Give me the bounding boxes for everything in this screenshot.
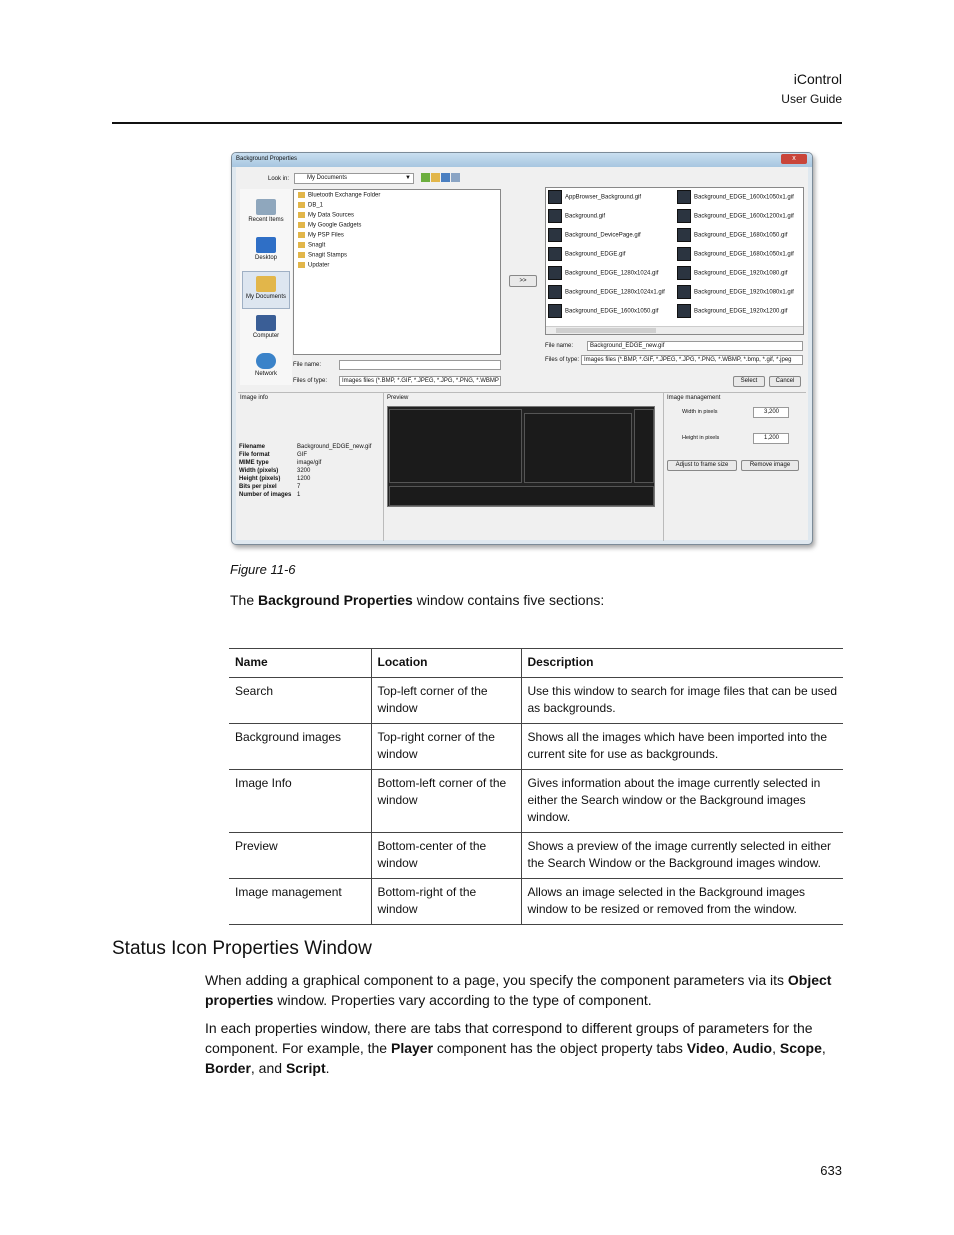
table-cell: Preview [229, 833, 371, 879]
desktop-icon [256, 237, 276, 253]
computer-icon [256, 315, 276, 331]
table-cell: Top-left corner of the window [371, 678, 521, 724]
width-stepper[interactable]: 3,200 [753, 407, 789, 418]
paragraph-text: When adding a graphical component to a page, you specify the component parameters via its [205, 972, 788, 988]
right-file-type-label: Files of type: [545, 357, 580, 363]
image-label: Background_EDGE_1600x1050.gif [565, 308, 659, 315]
info-label: Width (pixels) [239, 468, 279, 474]
horizontal-scrollbar[interactable] [546, 326, 803, 334]
import-image-button[interactable]: >> [509, 275, 537, 287]
places-bar [240, 189, 292, 385]
image-management-title: Image management [667, 395, 721, 401]
figure-caption: Figure 11-6 [230, 562, 296, 577]
paragraph-text: . [325, 1060, 330, 1076]
paragraph-text: , and [250, 1060, 286, 1076]
folder-item[interactable] [298, 212, 354, 222]
dialog-title: Background Properties [236, 156, 298, 162]
details-view-icon[interactable] [451, 173, 460, 182]
sections-table [229, 648, 843, 925]
preview-region [389, 486, 654, 506]
paragraph-bold: Script [285, 1060, 326, 1076]
table-cell: Background images [229, 724, 371, 770]
paragraph-bold: Border [205, 1060, 251, 1076]
info-row [239, 476, 389, 484]
running-header-title: iControl [793, 71, 842, 87]
info-row [239, 468, 389, 476]
info-row [239, 492, 389, 500]
file-name-input[interactable] [339, 360, 501, 370]
info-label: Number of images [239, 492, 292, 498]
image-item[interactable] [548, 190, 641, 208]
image-item[interactable] [548, 247, 625, 265]
table-cell: Shows all the images which have been imported into the current site for use as backgrounds. [521, 724, 843, 770]
intro-text: The [230, 592, 259, 608]
place-desktop[interactable] [242, 233, 290, 271]
place-my-documents[interactable] [242, 271, 290, 309]
image-label: Background_EDGE_1920x1080.gif [694, 270, 788, 277]
table-cell: Shows a preview of the image currently selected in either the Search Window or the Background images window. [521, 833, 843, 879]
image-info-list [236, 444, 382, 508]
select-button[interactable]: Select [733, 376, 765, 387]
table-cell: Top-right corner of the window [371, 724, 521, 770]
gif-file-icon [677, 190, 691, 204]
folder-icon [298, 242, 305, 248]
paragraph-text: component has the object property tabs [433, 1040, 687, 1056]
table-cell: Search [229, 678, 371, 724]
section-divider [663, 393, 664, 541]
image-item[interactable] [677, 247, 794, 265]
up-folder-icon[interactable] [421, 173, 430, 182]
column-header: Name [229, 649, 371, 678]
folder-label: My Data Sources [308, 212, 355, 219]
folder-icon [298, 212, 305, 218]
preview-region [634, 409, 654, 483]
place-label: Recent Items [248, 217, 284, 223]
folder-icon [298, 222, 305, 228]
info-value: GIF [297, 452, 307, 458]
gif-file-icon [548, 228, 562, 242]
image-item[interactable] [677, 266, 787, 284]
gif-file-icon [548, 266, 562, 280]
folder-label: Updater [308, 262, 330, 269]
folder-label: Bluetooth Exchange Folder [308, 192, 381, 199]
image-label: Background_EDGE.gif [565, 251, 626, 258]
place-label: My Documents [245, 294, 286, 300]
folder-label: DB_1 [308, 202, 324, 209]
image-label: Background_EDGE_1680x1050x1.gif [694, 251, 794, 258]
table-cell: Allows an image selected in the Background images window to be resized or removed from the window. [521, 879, 843, 925]
image-label: Background_EDGE_1600x1050x1.gif [694, 194, 794, 201]
place-network[interactable] [242, 349, 290, 387]
image-label: Background_EDGE_1280x1024x1.gif [565, 289, 665, 296]
folder-item[interactable] [298, 192, 380, 202]
right-file-name-input[interactable]: Background_EDGE_new.gif [587, 341, 803, 351]
table-cell: Image Info [229, 770, 371, 833]
paragraph-text: , [821, 1040, 826, 1056]
intro-bold: Background Properties [258, 592, 413, 608]
info-row [239, 444, 389, 452]
table-row [229, 678, 843, 724]
image-label: Background_EDGE_1920x1200.gif [694, 308, 788, 315]
folder-icon [298, 202, 305, 208]
look-in-label: Look in: [268, 176, 290, 182]
place-label: Network [254, 371, 277, 377]
paragraph-bold: Video [686, 1040, 725, 1056]
gif-file-icon [677, 209, 691, 223]
folder-icon [298, 262, 305, 268]
info-row [239, 460, 389, 468]
table-cell: Bottom-center of the window [371, 833, 521, 879]
gif-file-icon [548, 285, 562, 299]
table-row [229, 770, 843, 833]
gif-file-icon [548, 209, 562, 223]
place-computer[interactable] [242, 311, 290, 349]
info-label: Height (pixels) [239, 476, 281, 482]
paragraph-bold: Object properties [205, 972, 832, 1008]
paragraph-text: window. Properties vary according to the type of component. [273, 992, 652, 1008]
folder-item[interactable] [298, 232, 344, 242]
image-item[interactable] [548, 304, 658, 322]
gif-file-icon [677, 266, 691, 280]
gif-file-icon [677, 285, 691, 299]
image-item[interactable] [677, 304, 787, 322]
place-label: Computer [252, 333, 280, 339]
look-in-value: My Documents [307, 175, 348, 181]
my-documents-icon [256, 276, 276, 292]
body-paragraph [205, 970, 845, 1010]
image-item[interactable] [548, 209, 605, 227]
info-value: 3200 [297, 468, 311, 474]
info-value: Background_EDGE_new.gif [297, 444, 372, 450]
scrollbar-thumb[interactable] [556, 328, 656, 333]
chevron-down-icon: ▼ [405, 175, 411, 181]
intro-text: window contains five sections: [412, 592, 605, 608]
info-label: Filename [239, 444, 266, 450]
place-recent-items[interactable] [242, 195, 290, 233]
image-info-title: Image info [240, 395, 269, 401]
cancel-button[interactable]: Cancel [769, 376, 801, 387]
image-label: Background.gif [565, 213, 606, 220]
right-file-name-label: File name: [545, 343, 574, 349]
table-row [229, 833, 843, 879]
folder-item[interactable] [298, 242, 325, 252]
folder-icon [298, 252, 305, 258]
table-row [229, 724, 843, 770]
file-toolbar [421, 173, 461, 184]
new-folder-icon[interactable] [431, 173, 440, 182]
image-label: Background_EDGE_1600x1200x1.gif [694, 213, 794, 220]
paragraph-text: In each properties window, there are tabs that correspond to different groups of parameters for the component. For example, the [205, 1020, 813, 1056]
info-label: File format [239, 452, 270, 458]
section-divider [238, 392, 806, 393]
width-label: Width in pixels [682, 409, 718, 415]
folder-label: SnagIt [308, 242, 326, 249]
paragraph-text: , [772, 1040, 780, 1056]
preview-region [524, 413, 632, 483]
list-view-icon[interactable] [441, 173, 450, 182]
preview-pane [387, 406, 655, 507]
adjust-to-frame-button[interactable]: Adjust to frame size [667, 460, 737, 471]
image-label: AppBrowser_Background.gif [565, 194, 642, 201]
paragraph-bold: Audio [732, 1040, 773, 1056]
folder-list [293, 189, 501, 355]
paragraph-bold: Scope [779, 1040, 822, 1056]
folder-label: My Google Gadgets [308, 222, 362, 229]
info-value: image/gif [297, 460, 322, 466]
dialog-body [236, 167, 808, 540]
body-paragraph [205, 1018, 845, 1078]
info-value: 1 [297, 492, 301, 498]
info-label: Bits per pixel [239, 484, 277, 490]
page-number: 633 [820, 1163, 842, 1178]
folder-item[interactable] [298, 252, 347, 262]
table-cell: Gives information about the image currently selected in either the Search window or the Background images window. [521, 770, 843, 833]
dialog-titlebar [232, 153, 812, 167]
column-header: Location [371, 649, 521, 678]
file-type-label: Files of type: [293, 378, 328, 384]
gif-file-icon [677, 304, 691, 318]
column-header: Description [521, 649, 843, 678]
image-item[interactable] [548, 266, 658, 284]
file-name-label: File name: [293, 362, 322, 368]
image-label: Background_EDGE_1920x1080x1.gif [694, 289, 794, 296]
recent-items-icon [256, 199, 276, 215]
network-icon [256, 353, 276, 369]
info-value: 7 [297, 484, 301, 490]
paragraph-bold: Player [391, 1040, 434, 1056]
image-item[interactable] [548, 228, 641, 246]
gif-file-icon [677, 247, 691, 261]
image-item[interactable] [677, 190, 794, 208]
info-value: 1200 [297, 476, 311, 482]
image-item[interactable] [677, 285, 794, 303]
intro-sentence [230, 592, 604, 608]
gif-file-icon [548, 190, 562, 204]
paragraph-text: , [724, 1040, 733, 1056]
table-cell: Bottom-right of the window [371, 879, 521, 925]
running-header-subtitle: User Guide [781, 92, 842, 106]
folder-item[interactable] [298, 202, 323, 212]
header-rule [112, 122, 842, 124]
preview-region [389, 409, 522, 483]
table-header-row [229, 649, 843, 678]
table-cell: Use this window to search for image files that can be used as backgrounds. [521, 678, 843, 724]
folder-icon [298, 232, 305, 238]
place-label: Desktop [254, 255, 277, 261]
file-type-select[interactable]: Images files (*.BMP, *.GIF, *.JPEG, *.JPG, *.PNG, *.WBMP [339, 376, 501, 386]
gif-file-icon [677, 228, 691, 242]
section-heading: Status Icon Properties Window [112, 938, 372, 959]
folder-item[interactable] [298, 262, 329, 272]
height-stepper[interactable]: 1,200 [753, 433, 789, 444]
right-file-type-select[interactable]: Images files (*.BMP, *.GIF, *.JPEG, *.JPG, *.PNG, *.WBMP, *.bmp, *.gif, *.jpeg [581, 355, 803, 365]
background-images-list [545, 187, 804, 335]
table-cell: Bottom-left corner of the window [371, 770, 521, 833]
preview-title: Preview [387, 395, 409, 401]
image-item[interactable] [677, 228, 787, 246]
gif-file-icon [548, 304, 562, 318]
folder-label: Snagit Stamps [308, 252, 348, 259]
look-in-select[interactable] [294, 173, 414, 184]
image-item[interactable] [548, 285, 665, 303]
height-label: Height in pixels [682, 435, 720, 441]
table-cell: Image management [229, 879, 371, 925]
image-label: Background_DevicePage.gif [565, 232, 641, 239]
image-item[interactable] [677, 209, 794, 227]
info-label: MIME type [239, 460, 269, 466]
info-row [239, 484, 389, 492]
remove-image-button[interactable]: Remove image [741, 460, 799, 471]
image-label: Background_EDGE_1680x1050.gif [694, 232, 788, 239]
close-icon[interactable]: x [781, 154, 807, 164]
image-label: Background_EDGE_1280x1024.gif [565, 270, 659, 277]
folder-item[interactable] [298, 222, 361, 232]
folder-label: My PSP Files [308, 232, 344, 239]
background-properties-dialog [231, 152, 813, 545]
info-row [239, 452, 389, 460]
table-row [229, 879, 843, 925]
gif-file-icon [548, 247, 562, 261]
folder-icon [298, 192, 305, 198]
